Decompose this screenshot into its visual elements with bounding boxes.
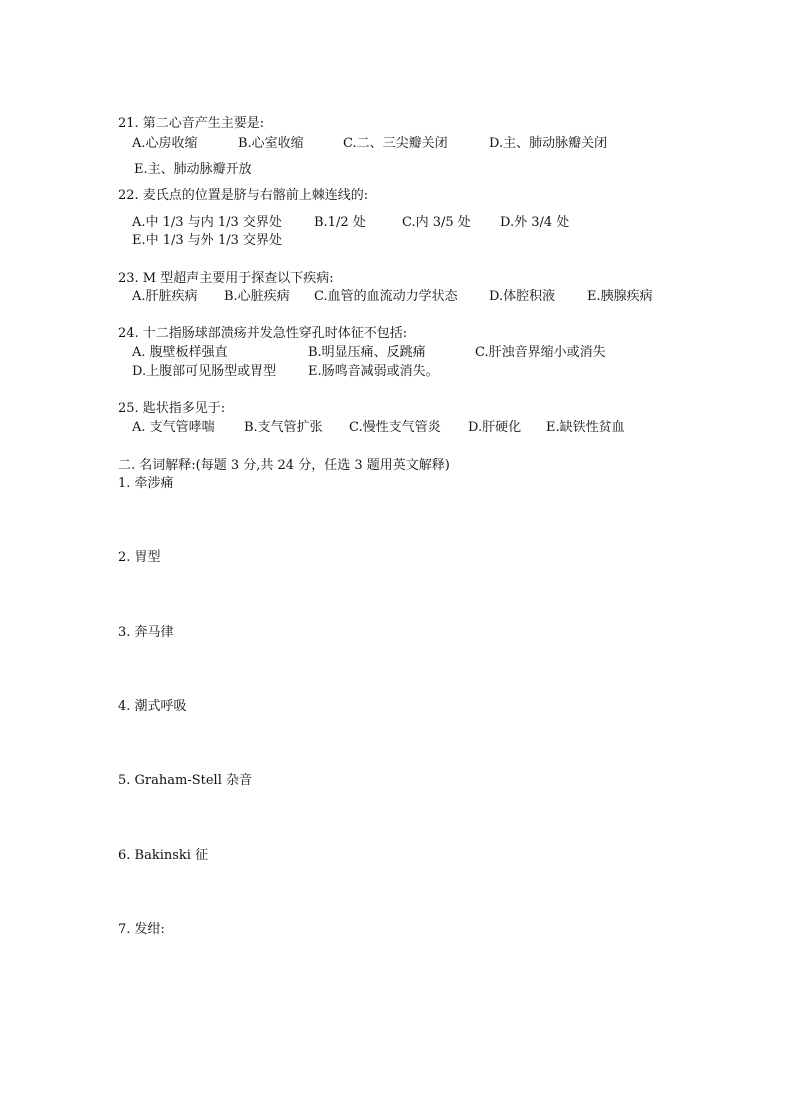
term-item-7: 7. 发绀: xyxy=(118,922,165,937)
question-22-option-e: E.中 1/3 与外 1/3 交界处 xyxy=(132,233,282,248)
question-23-option-c: C.血管的血流动力学状态 xyxy=(314,289,458,304)
question-25-option-c: C.慢性支气管炎 xyxy=(349,420,441,435)
question-25-option-b: B.支气管扩张 xyxy=(244,420,323,435)
question-21-option-d: D.主、肺动脉瓣关闭 xyxy=(489,136,608,151)
question-23-stem: 23. M 型超声主要用于探查以下疾病: xyxy=(118,271,334,286)
question-24-option-e: E.肠鸣音减弱或消失。 xyxy=(308,364,439,379)
question-22-option-d: D.外 3/4 处 xyxy=(500,215,570,230)
question-21-option-c: C.二、三尖瓣关闭 xyxy=(343,136,448,151)
term-item-6: 6. Bakinski 征 xyxy=(118,848,209,863)
question-24-option-d: D.上腹部可见肠型或胃型 xyxy=(132,364,277,379)
question-24-option-b: B.明显压痛、反跳痛 xyxy=(308,345,426,360)
question-24-option-a: A. 腹壁板样强直 xyxy=(132,345,228,360)
question-24-stem: 24. 十二指肠球部溃疡并发急性穿孔时体征不包括: xyxy=(118,326,408,341)
term-item-3: 3. 奔马律 xyxy=(118,625,174,640)
question-23-option-b: B.心脏疾病 xyxy=(224,289,290,304)
question-22-option-b: B.1/2 处 xyxy=(314,215,366,230)
term-item-2: 2. 胃型 xyxy=(118,550,161,565)
question-22-stem: 22. 麦氏点的位置是脐与右髂前上棘连线的: xyxy=(118,188,369,203)
question-21-option-b: B.心室收缩 xyxy=(238,136,304,151)
question-21-option-e: E.主、肺动脉瓣开放 xyxy=(134,162,252,177)
term-item-4: 4. 潮式呼吸 xyxy=(118,699,187,714)
question-22-option-a: A.中 1/3 与内 1/3 交界处 xyxy=(132,215,282,230)
term-item-5: 5. Graham-Stell 杂音 xyxy=(118,773,252,788)
question-25-option-a: A. 支气管哮喘 xyxy=(132,420,215,435)
section-2-header: 二. 名词解释:(每题 3 分,共 24 分，任选 3 题用英文解释) xyxy=(118,458,450,473)
question-23-option-d: D.体腔积液 xyxy=(489,289,556,304)
question-25-stem: 25. 匙状指多见于: xyxy=(118,401,226,416)
question-22-option-c: C.内 3/5 处 xyxy=(402,215,471,230)
question-25-option-e: E.缺铁性贫血 xyxy=(546,420,625,435)
question-24-option-c: C.肝浊音界缩小或消失 xyxy=(475,345,606,360)
question-23-option-a: A.肝脏疾病 xyxy=(132,289,198,304)
question-21-stem: 21. 第二心音产生主要是: xyxy=(118,116,265,131)
question-21-option-a: A.心房收缩 xyxy=(132,136,198,151)
question-23-option-e: E.胰腺疾病 xyxy=(587,289,653,304)
term-item-1: 1. 牵涉痛 xyxy=(118,476,174,491)
question-25-option-d: D.肝硬化 xyxy=(468,420,522,435)
